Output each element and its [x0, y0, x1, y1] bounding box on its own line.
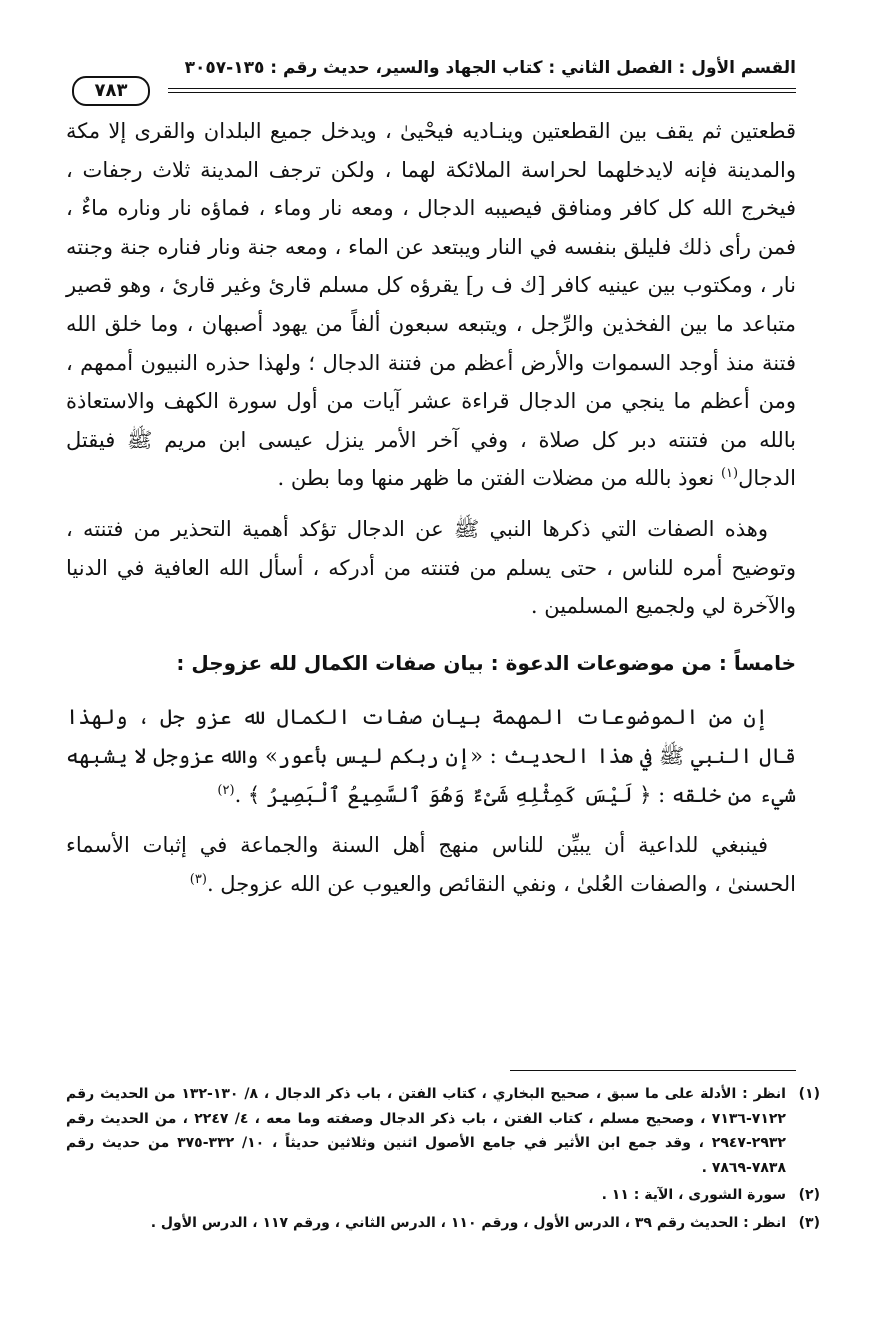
- paragraph-dajjal-description: [66, 112, 796, 498]
- paragraph-methodology: [66, 826, 796, 903]
- footnote-separator: [510, 1070, 796, 1071]
- footnote-2-text: سورة الشورى ، الآية : ١١ .: [601, 1187, 786, 1203]
- footnote-3-text: انظر : الحديث رقم ٣٩ ، الدرس الأول ، ورقم ١١٠ ، الدرس الثاني ، ورقم ١١٧ ، الدرس الأول .: [150, 1214, 786, 1231]
- footnote-2-mark: (٢): [798, 1187, 820, 1203]
- footnote-3-mark: (٣): [798, 1214, 820, 1231]
- section-heading: خامساً : من موضوعات الدعوة : بيان صفات الكمال لله عزوجل :: [176, 650, 796, 675]
- footnote-1: [66, 1082, 820, 1180]
- footnote-2: [66, 1183, 820, 1208]
- paragraph-attributes: [66, 698, 796, 814]
- footnote-1-mark: (١): [798, 1086, 820, 1102]
- footnotes-section: [66, 1082, 820, 1238]
- header-rule: [168, 88, 796, 93]
- footnote-ref-2: (٢): [217, 782, 235, 798]
- running-header-title: القسم الأول : الفصل الثاني : كتاب الجهاد والسير، حديث رقم : ١٣٥-٣٠٥٧: [184, 58, 796, 78]
- paragraph-1-end-text: نعوذ بالله من مضلات الفتن ما ظهر منها وما بطن .: [277, 466, 715, 491]
- footnote-3: [66, 1211, 820, 1236]
- paragraph-3-text: إن من الموضوعات المهمة بيان صفات الكمال لله عزو جل ، ولهذا قال النبي ﷺ في هذا الحديث : «إن ربكم ليس بأعور» والله عزوجل لا يشبهه شيء من خلقه : ﴿ لَيْسَ كَمِثْلِهِ شَىْءٌ وَهُوَ ٱلسَّمِيعُ ٱلْبَصِيرُ ﴾ .: [66, 705, 796, 807]
- page-number-badge: ٧٨٣: [72, 76, 150, 106]
- paragraph-4-text: فينبغي للداعية أن يبيِّن للناس منهج أهل السنة والجماعة في إثبات الأسماء الحسنىٰ ، والصفات العُلىٰ ، ونفي النقائص والعيوب عن الله عزوجل .: [66, 833, 796, 896]
- footnote-ref-1: (١): [720, 466, 739, 482]
- main-text: [66, 112, 796, 903]
- footnote-1-text: انظر : الأدلة على ما سبق ، صحيح البخاري ، كتاب الفتن ، باب ذكر الدجال ، ٨/ ١٣٠-١٣٢ من الحديث رقم ٧١٢٢-٧١٣٦ ، وصحيح مسلم ، كتاب الفتن ، باب ذكر الدجال وصفته وما معه ، ٤/ ٢٢٤٧ ، من الحديث رقم ٢٩٣٢-٢٩٤٧ ، وقد جمع ابن الأثير في جامع الأصول اثنين وثلاثين حديثاً ، ١٠/ ٣٣٢-٣٧٥ من حديث رقم ٧٨٣٨-٧٨٦٩ .: [66, 1086, 786, 1176]
- paragraph-warning: وهذه الصفات التي ذكرها النبي ﷺ عن الدجال تؤكد أهمية التحذير من فتنته ، وتوضيح أمره للناس ، حتى يسلم من فتنته من أدركه ، أسأل الله العافية في الدنيا والآخرة لي ولجميع المسلمين .: [66, 516, 796, 619]
- footnote-ref-3: (٣): [189, 871, 207, 887]
- paragraph-1-text: قطعتين ثم يقف بين القطعتين وينـاديه فيحْيىٰ ، ويدخل جميع البلدان والقرى إلا مكة والمدينة فإنه لايدخلهما لحراسة الملائكة لهما ، ولكن ترجف المدينة ثلاث رجفات ، فيخرج الله كل كافر ومنافق فيصيبه الدجال ، ومعه نار وماء ، فماؤه نار وناره ماءٌ ، فمن رأى ذلك فليلق بنفسه في النار ويبتعد عن الماء ، ومعه جنة ونار فناره جنة وجنته نار ، ومكتوب بين عينيه كافر [ك ف ر] يقرؤه كل مسلم قارئ وغير قارئ ، وهو قصير متباعد ما بين الفخذين والرِّجل ، ويتبعه سبعون ألفاً من يهود أصبهان ، وما خلق الله فتنة منذ أوجد السموات والأرض أعظم من فتنة الدجال ؛ ولهذا حذره النبيون أممهم ، ومن أعظم ما ينجي من الدجال قراءة عشر آيات من أول سورة الكهف والاستعاذة بالله من فتنته دبر كل صلاة ، وفي آخر الأمر ينزل عيسى ابن مريم ﷺ فيقتل الدجال: [66, 119, 796, 491]
